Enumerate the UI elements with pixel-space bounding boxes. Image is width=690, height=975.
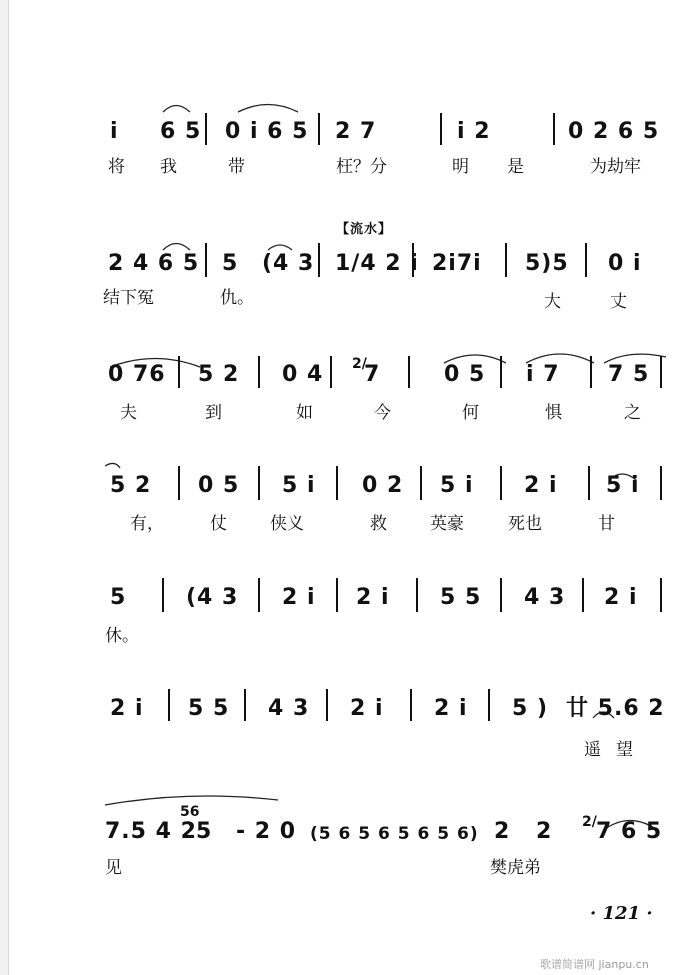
barline — [408, 356, 410, 388]
note-group: 0 76 — [108, 362, 166, 387]
note-group: 7 — [364, 362, 381, 387]
note-group: 2 — [494, 819, 511, 844]
barline — [336, 466, 338, 500]
barline — [590, 356, 592, 388]
lyric: 如 — [296, 403, 313, 423]
barline — [488, 689, 490, 721]
note-group: 5)5 — [525, 251, 569, 276]
note-group: 5 i — [606, 473, 640, 498]
section-marker: 【流水】 — [336, 222, 393, 237]
lyric: 今 — [374, 403, 391, 423]
note-group: 0 i 6 5 — [225, 119, 309, 144]
lyric: 之 — [624, 403, 641, 423]
note-group: 5 — [196, 819, 213, 844]
note-group: 5 i — [440, 473, 474, 498]
note-group: 0 i — [608, 251, 642, 276]
barline — [582, 578, 584, 612]
lyric: 到 — [205, 403, 222, 423]
lyric: 带 — [228, 157, 245, 177]
barline — [500, 466, 502, 500]
barline — [178, 356, 180, 388]
lyric: 救 — [370, 514, 387, 534]
barline — [505, 243, 507, 277]
note-group: (4 3 — [262, 251, 315, 276]
lyric: 死也 — [508, 514, 542, 534]
note-group: 2 i — [434, 696, 468, 721]
note-group: 2 i — [524, 473, 558, 498]
barline — [205, 243, 207, 277]
note-group: - 2 0 — [236, 819, 297, 844]
barline — [410, 689, 412, 721]
barline — [205, 113, 207, 145]
barline — [660, 356, 662, 388]
page-number: · 121 · — [590, 903, 653, 924]
note-group: 7 6 5 — [596, 819, 663, 844]
barline — [420, 466, 422, 500]
note-group: 2 i — [282, 585, 316, 610]
note-group: 4 3 — [268, 696, 310, 721]
lyric: 我 — [160, 157, 177, 177]
note-group: 2 i — [356, 585, 390, 610]
lyric: 枉？分 — [336, 157, 387, 177]
lyric: 仗 — [210, 514, 227, 534]
lyric: 侠义 — [270, 514, 304, 534]
note-group: i 2 — [457, 119, 491, 144]
lyric: 甘 — [598, 514, 615, 534]
note-group: 0 5 — [198, 473, 240, 498]
note-group: 2 — [536, 819, 553, 844]
barline — [168, 689, 170, 721]
lyric: 丈 — [610, 292, 627, 312]
note-group: 4 3 — [524, 585, 566, 610]
lyric: 休。 — [105, 626, 139, 646]
barline — [258, 356, 260, 388]
barline — [500, 578, 502, 612]
barline — [588, 466, 590, 500]
barline — [660, 578, 662, 612]
note-group: 1/4 2 i — [335, 251, 419, 276]
note-group: 2 i — [604, 585, 638, 610]
note-group: 廿 5.6 2 — [566, 696, 665, 721]
barline — [660, 466, 662, 500]
barline — [318, 243, 320, 277]
barline — [258, 466, 260, 500]
note-group: 5 5 — [440, 585, 482, 610]
note-group: 0 5 — [444, 362, 486, 387]
note-group: 2 i — [350, 696, 384, 721]
lyric: 英豪 — [430, 514, 464, 534]
note-group: (5 6 5 6 5 6 5 6) — [310, 824, 479, 844]
note-group: 5 — [110, 585, 127, 610]
note-group: 7.5 4 2 — [105, 819, 197, 844]
lyric: 仇。 — [220, 288, 254, 308]
barline — [318, 113, 320, 145]
note-group: (4 3 — [186, 585, 239, 610]
note-group: i 7 — [526, 362, 560, 387]
barline — [330, 356, 332, 388]
note-group: i — [110, 119, 119, 144]
note-group: 7 5 — [608, 362, 650, 387]
barline — [500, 356, 502, 388]
note-group: 2 4 6 5 — [108, 251, 200, 276]
barline — [326, 689, 328, 721]
note-group: 5 2 — [110, 473, 152, 498]
barline — [178, 466, 180, 500]
barline — [412, 243, 414, 277]
note-group: 6 5 — [160, 119, 202, 144]
lyric: 结下冤 — [103, 288, 154, 308]
lyric: 明 — [452, 157, 469, 177]
lyric: 惧 — [545, 403, 562, 423]
note-group: 5 ) — [512, 696, 549, 721]
watermark: 歌谱简谱网 jianpu.cn — [540, 958, 649, 971]
lyric: 夫 — [120, 403, 137, 423]
lyric: 大 — [544, 292, 561, 312]
barline — [336, 578, 338, 612]
barline — [258, 578, 260, 612]
barline — [553, 113, 555, 145]
note-group: 2 7 — [335, 119, 377, 144]
lyric: 樊虎弟 — [490, 858, 541, 878]
grace-notes: 56 — [180, 804, 200, 820]
grace-mark: 2/ — [352, 356, 367, 372]
note-group: 5 i — [282, 473, 316, 498]
grace-mark: 2/ — [582, 814, 597, 830]
page-left-edge — [0, 0, 9, 975]
lyric: 是 — [507, 157, 524, 177]
note-group: 5 5 — [188, 696, 230, 721]
note-group: 2 i — [110, 696, 144, 721]
note-group: 5 2 — [198, 362, 240, 387]
barline — [162, 578, 164, 612]
lyric: 将 — [108, 157, 125, 177]
note-group: 2i7i — [432, 251, 482, 276]
note-group: 0 4 — [282, 362, 324, 387]
lyric: 何 — [462, 403, 479, 423]
barline — [244, 689, 246, 721]
lyric: 见 — [105, 858, 122, 878]
lyric: 为劫牢 — [590, 157, 641, 177]
barline — [585, 243, 587, 277]
note-group: 5 — [222, 251, 239, 276]
lyric: 望 — [616, 740, 633, 760]
lyric: 遥 — [584, 740, 601, 760]
note-group: 0 2 6 5 — [568, 119, 660, 144]
lyric: 有， — [130, 514, 164, 534]
barline — [440, 113, 442, 145]
note-group: 0 2 — [362, 473, 404, 498]
barline — [416, 578, 418, 612]
